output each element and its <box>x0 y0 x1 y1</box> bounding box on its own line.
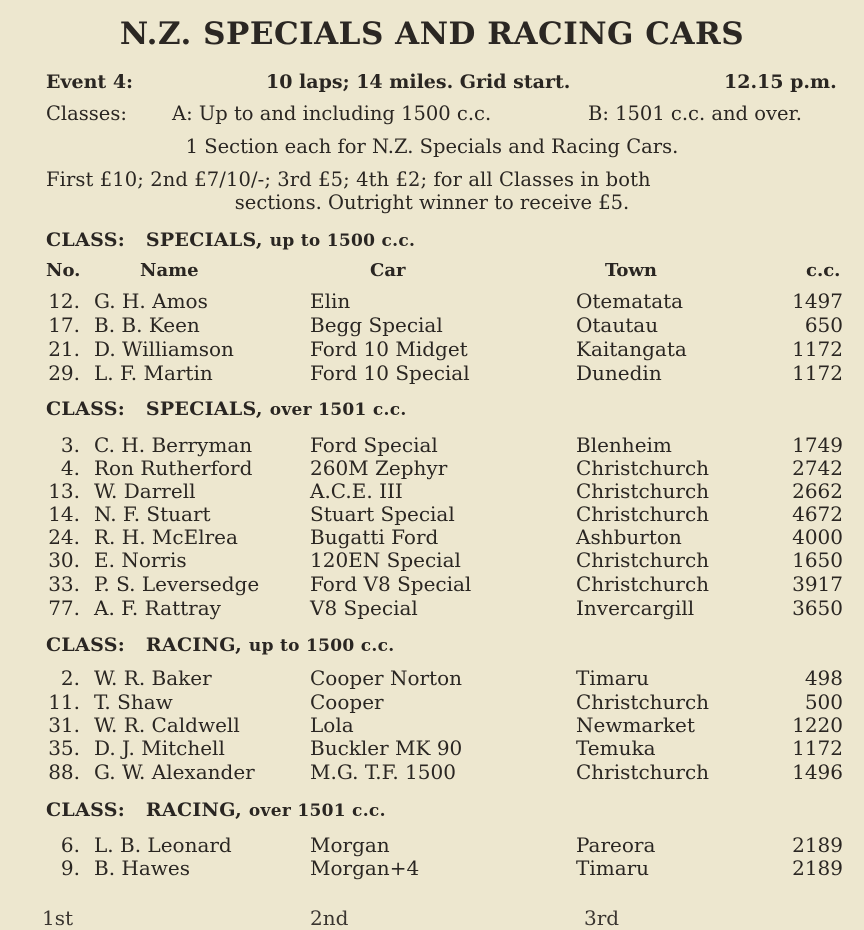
section-note: 1 Section each for N.Z. Specials and Racing Cars. <box>185 135 679 158</box>
engine-cc: 1497 <box>792 289 843 313</box>
entry-number: 29. <box>48 361 80 385</box>
table-row <box>0 548 864 572</box>
engine-cc: 4000 <box>792 525 843 549</box>
car-name: Bugatti Ford <box>310 525 439 549</box>
class-size: up to 1500 c.c. <box>269 231 416 251</box>
car-name: Ford 10 Midget <box>310 337 468 361</box>
driver-name: B. Hawes <box>94 856 190 880</box>
class-prefix: CLASS: <box>46 229 126 251</box>
engine-cc: 498 <box>804 666 843 690</box>
driver-name: D. J. Mitchell <box>94 736 225 760</box>
class-category: SPECIALS, <box>145 398 263 420</box>
entry-number: 6. <box>60 833 80 857</box>
car-name: Lola <box>310 713 354 737</box>
entry-number: 14. <box>48 502 80 526</box>
entry-number: 77. <box>48 596 80 620</box>
table-row <box>0 572 864 596</box>
engine-cc: 2189 <box>792 856 843 880</box>
table-row <box>0 313 864 337</box>
table-row <box>0 525 864 549</box>
town-name: Timaru <box>576 856 650 880</box>
car-name: Begg Special <box>310 313 443 337</box>
car-name: Ford 10 Special <box>310 361 470 385</box>
town-name: Christchurch <box>576 572 710 596</box>
driver-name: L. F. Martin <box>94 361 213 385</box>
driver-name: N. F. Stuart <box>94 502 211 526</box>
column-header-car: Car <box>370 260 406 281</box>
classes-label: Classes: <box>46 102 127 125</box>
table-row <box>0 760 864 784</box>
table-row <box>0 456 864 480</box>
event-time: 12.15 p.m. <box>724 71 837 93</box>
engine-cc: 1220 <box>792 713 843 737</box>
column-header-town: Town <box>605 260 657 281</box>
entry-number: 24. <box>48 525 80 549</box>
driver-name: P. S. Leversedge <box>94 572 260 596</box>
column-header-no: No. <box>46 260 81 281</box>
table-row <box>0 690 864 714</box>
driver-name: A. F. Rattray <box>94 596 221 620</box>
engine-cc: 650 <box>804 313 843 337</box>
car-name: Morgan <box>310 833 390 857</box>
driver-name: W. R. Baker <box>94 666 212 690</box>
town-name: Temuka <box>576 736 656 760</box>
driver-name: W. Darrell <box>94 479 196 503</box>
car-name: Cooper Norton <box>310 666 463 690</box>
entry-number: 35. <box>48 736 80 760</box>
driver-name: W. R. Caldwell <box>94 713 240 737</box>
table-row <box>0 736 864 760</box>
town-name: Blenheim <box>576 433 672 457</box>
table-row <box>0 596 864 620</box>
driver-name: Ron Rutherford <box>94 456 253 480</box>
table-row <box>0 856 864 880</box>
town-name: Otematata <box>576 289 684 313</box>
class-a-description: A: Up to and including 1500 c.c. <box>172 102 492 125</box>
class-category: SPECIALS, <box>145 229 263 251</box>
result-third-label: 3rd <box>584 906 620 930</box>
town-name: Otautau <box>576 313 659 337</box>
engine-cc: 3917 <box>792 572 843 596</box>
engine-cc: 2662 <box>792 479 843 503</box>
result-first-label: 1st <box>42 906 74 930</box>
class-prefix: CLASS: <box>46 799 126 821</box>
engine-cc: 2189 <box>792 833 843 857</box>
class-size: over 1501 c.c. <box>269 400 407 420</box>
table-row <box>0 666 864 690</box>
engine-cc: 1172 <box>792 736 843 760</box>
town-name: Pareora <box>576 833 656 857</box>
car-name: V8 Special <box>310 596 418 620</box>
car-name: Elin <box>310 289 351 313</box>
driver-name: R. H. McElrea <box>94 525 238 549</box>
engine-cc: 3650 <box>792 596 843 620</box>
car-name: Ford Special <box>310 433 438 457</box>
car-name: A.C.E. III <box>310 479 403 503</box>
engine-cc: 1172 <box>792 361 843 385</box>
entry-number: 17. <box>48 313 80 337</box>
town-name: Newmarket <box>576 713 695 737</box>
engine-cc: 2742 <box>792 456 843 480</box>
engine-cc: 1172 <box>792 337 843 361</box>
class-heading-specials-over-1501 <box>46 398 407 420</box>
town-name: Christchurch <box>576 456 710 480</box>
driver-name: E. Norris <box>94 548 187 572</box>
table-row <box>0 289 864 313</box>
car-name: Stuart Special <box>310 502 455 526</box>
page-title: N.Z. SPECIALS AND RACING CARS <box>119 16 745 52</box>
class-size: over 1501 c.c. <box>248 801 386 821</box>
column-header-name: Name <box>140 260 199 281</box>
entry-number: 4. <box>60 456 80 480</box>
entry-number: 88. <box>48 760 80 784</box>
town-name: Christchurch <box>576 690 710 714</box>
driver-name: G. H. Amos <box>94 289 208 313</box>
entry-number: 13. <box>48 479 80 503</box>
town-name: Christchurch <box>576 479 710 503</box>
entry-number: 3. <box>60 433 80 457</box>
driver-name: B. B. Keen <box>94 313 200 337</box>
prize-line-2: sections. Outright winner to receive £5. <box>234 191 630 214</box>
car-name: M.G. T.F. 1500 <box>310 760 456 784</box>
table-row <box>0 433 864 457</box>
driver-name: L. B. Leonard <box>94 833 232 857</box>
town-name: Christchurch <box>576 502 710 526</box>
class-heading-specials-up-to-1500 <box>46 229 415 251</box>
car-name: Ford V8 Special <box>310 572 472 596</box>
town-name: Kaitangata <box>576 337 687 361</box>
class-prefix: CLASS: <box>46 398 126 420</box>
town-name: Invercargill <box>576 596 695 620</box>
class-b-description: B: 1501 c.c. and over. <box>588 102 802 125</box>
engine-cc: 1496 <box>792 760 843 784</box>
town-name: Christchurch <box>576 760 710 784</box>
driver-name: C. H. Berryman <box>94 433 253 457</box>
entry-number: 21. <box>48 337 80 361</box>
table-row <box>0 502 864 526</box>
entry-number: 12. <box>48 289 80 313</box>
table-row <box>0 337 864 361</box>
car-name: Morgan+4 <box>310 856 420 880</box>
class-category: RACING, <box>145 634 242 656</box>
car-name: Buckler MK 90 <box>310 736 463 760</box>
engine-cc: 4672 <box>792 502 843 526</box>
town-name: Timaru <box>576 666 650 690</box>
class-heading-racing-up-to-1500 <box>46 634 394 656</box>
car-name: 260M Zephyr <box>310 456 448 480</box>
engine-cc: 1650 <box>792 548 843 572</box>
driver-name: G. W. Alexander <box>94 760 255 784</box>
prize-line-1: First £10; 2nd £7/10/-; 3rd £5; 4th £2; for all Classes in both <box>46 168 651 191</box>
class-prefix: CLASS: <box>46 634 126 656</box>
event-label: Event 4: <box>46 71 134 93</box>
result-second-label: 2nd <box>310 906 349 930</box>
town-name: Christchurch <box>576 548 710 572</box>
class-category: RACING, <box>145 799 242 821</box>
event-details: 10 laps; 14 miles. Grid start. <box>266 71 571 93</box>
entry-number: 30. <box>48 548 80 572</box>
class-size: up to 1500 c.c. <box>248 636 395 656</box>
table-row <box>0 833 864 857</box>
column-header-cc: c.c. <box>806 260 841 281</box>
entry-number: 11. <box>48 690 80 714</box>
driver-name: D. Williamson <box>94 337 234 361</box>
entry-number: 2. <box>60 666 80 690</box>
class-heading-racing-over-1501 <box>46 799 386 821</box>
entry-number: 33. <box>48 572 80 596</box>
car-name: Cooper <box>310 690 384 714</box>
engine-cc: 500 <box>804 690 843 714</box>
entry-number: 31. <box>48 713 80 737</box>
entry-number: 9. <box>60 856 80 880</box>
table-row <box>0 361 864 385</box>
car-name: 120EN Special <box>310 548 461 572</box>
engine-cc: 1749 <box>792 433 843 457</box>
table-row <box>0 713 864 737</box>
driver-name: T. Shaw <box>94 690 173 714</box>
town-name: Dunedin <box>576 361 662 385</box>
table-row <box>0 479 864 503</box>
town-name: Ashburton <box>576 525 682 549</box>
